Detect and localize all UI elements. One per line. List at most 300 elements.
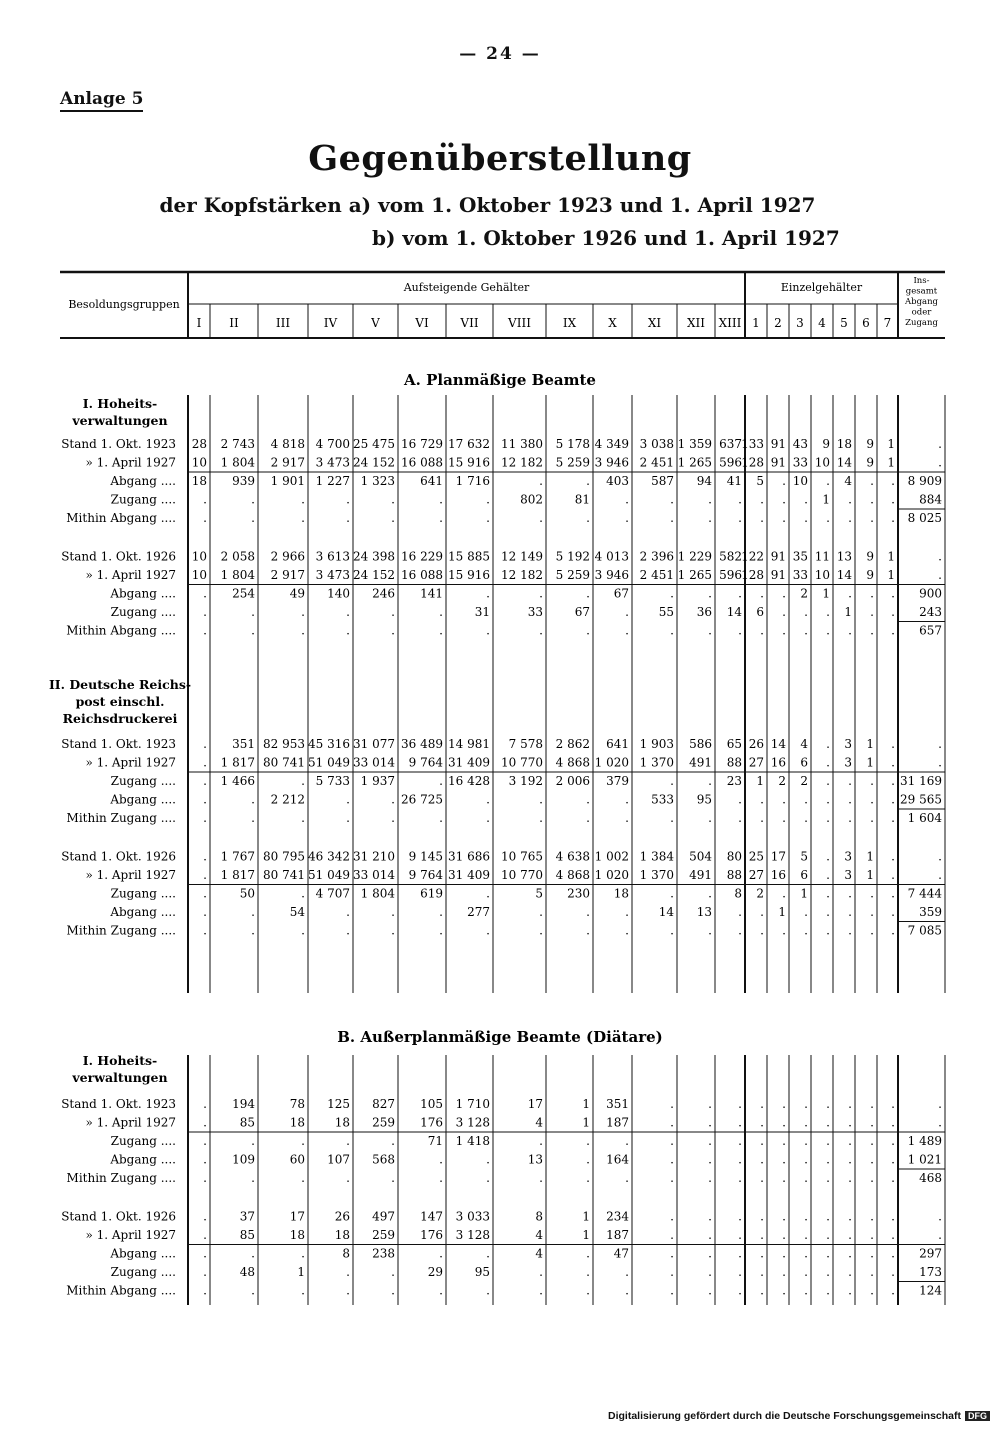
cell: 49 [289, 586, 305, 601]
cell: . [708, 811, 712, 825]
cell: . [486, 1246, 490, 1261]
cell: . [738, 586, 742, 601]
cell: . [708, 1134, 712, 1148]
header-group-label: Besoldungsgruppen [68, 298, 180, 311]
row-label: Stand 1. Okt. 1926 [61, 849, 176, 864]
cell: . [804, 492, 808, 507]
cell: 2 396 [639, 549, 674, 564]
cell: 176 [420, 1115, 443, 1130]
cell: 3 [844, 755, 852, 770]
cell: . [760, 1246, 764, 1261]
cell: 10 [191, 549, 207, 564]
cell: . [439, 1246, 443, 1261]
cell: 16 088 [401, 568, 443, 582]
cell: 88 [726, 755, 742, 770]
cell: . [203, 905, 207, 919]
cell: . [486, 1171, 490, 1185]
cell: . [486, 811, 490, 825]
cell: . [891, 737, 895, 751]
cell: 5 [800, 849, 808, 864]
cell: . [760, 792, 764, 807]
cell: 1 [756, 774, 764, 788]
cell: 45 316 [308, 737, 350, 751]
cell: 11 [814, 549, 830, 564]
cell: 1 767 [220, 849, 255, 864]
cell: 91 [770, 437, 786, 451]
cell: 41 [726, 474, 742, 488]
cell: 26 [334, 1209, 350, 1224]
cell: . [251, 792, 255, 807]
cell: . [708, 1097, 712, 1111]
cell: . [439, 923, 443, 938]
cell: . [782, 623, 786, 638]
cell: . [708, 1209, 712, 1224]
cell: . [625, 605, 629, 619]
cell: 85 [239, 1115, 255, 1130]
cell: 8 909 [907, 474, 942, 488]
cell: 12 149 [501, 549, 543, 564]
cell: 10 [191, 455, 207, 470]
cell: 1 002 [594, 849, 629, 864]
cell: 641 [606, 737, 629, 751]
cell: . [486, 623, 490, 638]
cell: 5 259 [555, 455, 590, 470]
cell: . [346, 1171, 350, 1185]
cell: . [782, 1134, 786, 1148]
cell: . [826, 1097, 830, 1111]
cell: 2 917 [270, 455, 305, 470]
cell: 1 [866, 737, 874, 751]
cell: 1 [866, 849, 874, 864]
cell: 2 058 [220, 549, 255, 564]
header-col-III: III [275, 316, 291, 330]
cell: 16 428 [448, 774, 490, 788]
cell: 3 033 [455, 1209, 490, 1224]
cell: 33 014 [353, 755, 395, 770]
cell: . [203, 1246, 207, 1261]
cell: . [670, 492, 674, 507]
cell: 31 169 [900, 774, 942, 788]
cell: 4 [800, 737, 808, 751]
cell: . [848, 811, 852, 825]
cell: . [826, 792, 830, 807]
cell: . [346, 605, 350, 619]
cell: 491 [689, 755, 712, 770]
cell: 29 [427, 1265, 443, 1279]
cell: . [891, 586, 895, 601]
cell: . [439, 492, 443, 507]
cell: 67 [574, 605, 590, 619]
row-label: Mithin Zugang .... [66, 811, 176, 825]
cell: . [391, 923, 395, 938]
cell: . [708, 511, 712, 525]
cell: . [539, 1283, 543, 1298]
cell: . [738, 923, 742, 938]
cell: . [203, 792, 207, 807]
cell: . [826, 605, 830, 619]
cell: . [586, 474, 590, 488]
cell: . [804, 792, 808, 807]
cell: . [738, 1246, 742, 1261]
cell: . [203, 605, 207, 619]
cell: 3 946 [594, 455, 629, 470]
cell: . [870, 905, 874, 919]
cell: 91 [770, 568, 786, 582]
cell: . [938, 568, 942, 582]
cell: . [804, 605, 808, 619]
cell: . [782, 605, 786, 619]
cell: 88 [726, 868, 742, 882]
cell: 46 342 [308, 849, 350, 864]
cell: 259 [372, 1115, 395, 1130]
cell: . [870, 811, 874, 825]
cell: 25 [748, 849, 764, 864]
cell: 582 [719, 549, 742, 564]
cell: . [391, 905, 395, 919]
cell: . [586, 923, 590, 938]
cell: . [760, 492, 764, 507]
cell: 1 020 [594, 868, 629, 882]
cell: . [848, 886, 852, 901]
row-label: Abgang .... [110, 792, 176, 807]
cell: 3 192 [508, 774, 543, 788]
cell: . [870, 511, 874, 525]
cell: . [870, 1209, 874, 1224]
cell: 33 [527, 605, 543, 619]
cell: 1 265 [677, 455, 712, 470]
cell: . [891, 792, 895, 807]
cell: . [938, 549, 942, 564]
cell: . [203, 886, 207, 901]
cell: . [708, 623, 712, 638]
cell: . [760, 1265, 764, 1279]
cell: 1 [582, 1115, 590, 1130]
cell: . [826, 474, 830, 488]
cell: 124 [919, 1283, 942, 1298]
cell: . [539, 923, 543, 938]
cell: . [439, 905, 443, 919]
cell: . [670, 1097, 674, 1111]
cell: 5 259 [555, 568, 590, 582]
cell: . [826, 623, 830, 638]
cell: . [870, 1134, 874, 1148]
cell: . [826, 511, 830, 525]
cell: 133 [741, 437, 764, 451]
header-col-I: I [196, 316, 202, 330]
cell: . [870, 1265, 874, 1279]
cell: 1 [844, 605, 852, 619]
cell: . [391, 1171, 395, 1185]
cell: . [625, 923, 629, 938]
cell: 18 [289, 1228, 305, 1242]
cell: . [346, 905, 350, 919]
cell: 12 182 [501, 455, 543, 470]
cell: 24 398 [353, 549, 395, 564]
cell: 9 [866, 437, 874, 451]
cell: . [804, 511, 808, 525]
cell: . [804, 1171, 808, 1185]
cell: 9 [866, 568, 874, 582]
cell: . [870, 492, 874, 507]
cell: 1 [887, 568, 895, 582]
cell: 81 [574, 492, 590, 507]
cell: . [760, 1209, 764, 1224]
cell: . [301, 923, 305, 938]
cell: . [870, 1115, 874, 1130]
cell: . [782, 586, 786, 601]
cell: 13 [527, 1152, 543, 1167]
cell: . [848, 1209, 852, 1224]
cell: 3 613 [315, 549, 350, 564]
cell: . [870, 474, 874, 488]
cell: . [826, 1209, 830, 1224]
cell: 94 [696, 474, 712, 488]
cell: . [391, 1283, 395, 1298]
cell: . [670, 1115, 674, 1130]
cell: . [738, 1228, 742, 1242]
cell: . [938, 849, 942, 864]
cell: . [848, 1265, 852, 1279]
cell: . [891, 1209, 895, 1224]
cell: . [486, 923, 490, 938]
row-label: Mithin Abgang .... [66, 1283, 176, 1298]
cell: 17 [289, 1209, 305, 1224]
cell: . [251, 492, 255, 507]
cell: . [938, 1209, 942, 1224]
cell: . [708, 886, 712, 901]
cell: . [486, 886, 490, 901]
cell: 468 [919, 1171, 942, 1185]
cell: 4 868 [555, 868, 590, 882]
cell: . [870, 923, 874, 938]
cell: . [203, 849, 207, 864]
cell: . [708, 1228, 712, 1242]
cell: . [804, 923, 808, 938]
cell: 26 725 [401, 792, 443, 807]
cell: . [251, 1283, 255, 1298]
cell: 2 917 [270, 568, 305, 582]
cell: . [938, 455, 942, 470]
cell: 13 [836, 549, 852, 564]
cell: . [870, 774, 874, 788]
cell: 17 632 [448, 437, 490, 451]
cell: 1 021 [907, 1152, 942, 1167]
cell: . [625, 623, 629, 638]
cell: . [848, 1283, 852, 1298]
cell: . [251, 1171, 255, 1185]
cell: 1 [582, 1209, 590, 1224]
cell: . [439, 605, 443, 619]
cell: . [586, 1246, 590, 1261]
cell: 10 770 [501, 868, 543, 882]
cell: . [826, 868, 830, 882]
cell: 187 [606, 1228, 629, 1242]
cell: . [586, 1171, 590, 1185]
cell: . [203, 1152, 207, 1167]
cell: 504 [689, 849, 712, 864]
cell: 18 [836, 437, 852, 451]
cell: 1 227 [315, 474, 350, 488]
cell: 3 473 [315, 568, 350, 582]
header-col-einzel-1: 1 [752, 316, 760, 330]
cell: . [301, 623, 305, 638]
cell: . [586, 905, 590, 919]
cell: . [891, 755, 895, 770]
cell: . [203, 755, 207, 770]
cell: . [346, 492, 350, 507]
row-label: Abgang .... [110, 1246, 176, 1261]
cell: . [670, 886, 674, 901]
cell: 1 [887, 549, 895, 564]
cell: . [251, 905, 255, 919]
cell: 78 [289, 1097, 305, 1111]
cell: 297 [919, 1246, 942, 1261]
row-label: Zugang .... [110, 605, 176, 619]
cell: 85 [239, 1228, 255, 1242]
cell: 9 145 [408, 849, 443, 864]
cell: . [782, 1283, 786, 1298]
dfg-logo: DFG [965, 1411, 990, 1421]
header-col-XI: XI [647, 316, 662, 330]
cell: . [203, 1171, 207, 1185]
cell: 900 [919, 586, 942, 601]
header-col-VIII: VIII [508, 316, 531, 330]
cell: . [782, 1097, 786, 1111]
cell: 2 966 [270, 549, 305, 564]
cell: 351 [232, 737, 255, 751]
cell: 4 700 [315, 437, 350, 451]
cell: 95 [696, 792, 712, 807]
cell: 91 [770, 549, 786, 564]
cell: . [391, 792, 395, 807]
cell: 31 [474, 605, 490, 619]
cell: 1 710 [455, 1097, 490, 1111]
cell: . [738, 1171, 742, 1185]
cell: 9 [866, 455, 874, 470]
cell: . [586, 1265, 590, 1279]
cell: . [848, 1228, 852, 1242]
cell: 12 182 [501, 568, 543, 582]
cell: 4 638 [555, 849, 590, 864]
cell: . [586, 792, 590, 807]
cell: 1 [866, 868, 874, 882]
cell: . [870, 1228, 874, 1242]
cell: . [738, 1115, 742, 1130]
cell: 31 409 [448, 755, 490, 770]
cell: 4 013 [594, 549, 629, 564]
cell: . [760, 1171, 764, 1185]
cell: . [891, 1171, 895, 1185]
header-col-V: V [371, 316, 380, 330]
cell: 641 [420, 474, 443, 488]
cell: 3 128 [455, 1228, 490, 1242]
cell: . [708, 492, 712, 507]
cell: . [938, 1097, 942, 1111]
cell: . [870, 792, 874, 807]
header-col-XIII: XIII [718, 316, 742, 330]
cell: 23 [726, 774, 742, 788]
page-title: Gegenüberstellung [308, 138, 692, 179]
cell: 3 [844, 868, 852, 882]
cell: 3 [844, 737, 852, 751]
cell: . [251, 1134, 255, 1148]
row-label: Stand 1. Okt. 1923 [61, 437, 176, 451]
cell: . [203, 1265, 207, 1279]
row-label: Mithin Abgang .... [66, 511, 176, 525]
cell: 1 [866, 755, 874, 770]
cell: . [251, 623, 255, 638]
cell: 10 [792, 474, 808, 488]
cell: 1 901 [270, 474, 305, 488]
cell: . [251, 923, 255, 938]
cell: . [804, 1283, 808, 1298]
header-total-label: Abgang [904, 297, 939, 307]
group-name: verwaltungen [72, 1070, 168, 1085]
cell: 497 [372, 1209, 395, 1224]
cell: . [708, 774, 712, 788]
cell: . [391, 511, 395, 525]
cell: . [826, 886, 830, 901]
cell: . [870, 1152, 874, 1167]
cell: 657 [919, 623, 942, 638]
cell: . [625, 1134, 629, 1148]
cell: . [848, 1152, 852, 1167]
cell: . [486, 492, 490, 507]
cell: 14 [726, 605, 742, 619]
cell: . [391, 623, 395, 638]
cell: . [625, 811, 629, 825]
cell: . [782, 1171, 786, 1185]
cell: . [486, 1152, 490, 1167]
row-label: Stand 1. Okt. 1923 [61, 737, 176, 751]
cell: . [826, 1152, 830, 1167]
cell: . [708, 1152, 712, 1167]
cell: . [391, 811, 395, 825]
cell: 1 [822, 492, 830, 507]
cell: 10 765 [501, 849, 543, 864]
cell: 187 [606, 1115, 629, 1130]
cell: . [938, 755, 942, 770]
cell: 2 [800, 586, 808, 601]
row-label: Zugang .... [110, 1134, 176, 1148]
cell: 884 [919, 492, 942, 507]
header-col-VII: VII [460, 316, 479, 330]
cell: . [625, 492, 629, 507]
cell: . [938, 1228, 942, 1242]
cell: . [670, 1209, 674, 1224]
cell: . [782, 511, 786, 525]
cell: . [301, 1283, 305, 1298]
cell: 1 [887, 455, 895, 470]
cell: . [782, 792, 786, 807]
cell: 60 [289, 1152, 305, 1167]
cell: . [708, 1265, 712, 1279]
cell: . [870, 1283, 874, 1298]
cell: . [203, 1097, 207, 1111]
cell: . [346, 1265, 350, 1279]
cell: 128 [741, 455, 764, 470]
cell: . [670, 511, 674, 525]
cell: . [625, 1171, 629, 1185]
cell: . [782, 1246, 786, 1261]
cell: . [203, 811, 207, 825]
cell: . [870, 1171, 874, 1185]
cell: . [782, 1115, 786, 1130]
cell: 95 [474, 1265, 490, 1279]
cell: 18 [334, 1228, 350, 1242]
cell: 80 741 [263, 868, 305, 882]
cell: . [870, 1246, 874, 1261]
